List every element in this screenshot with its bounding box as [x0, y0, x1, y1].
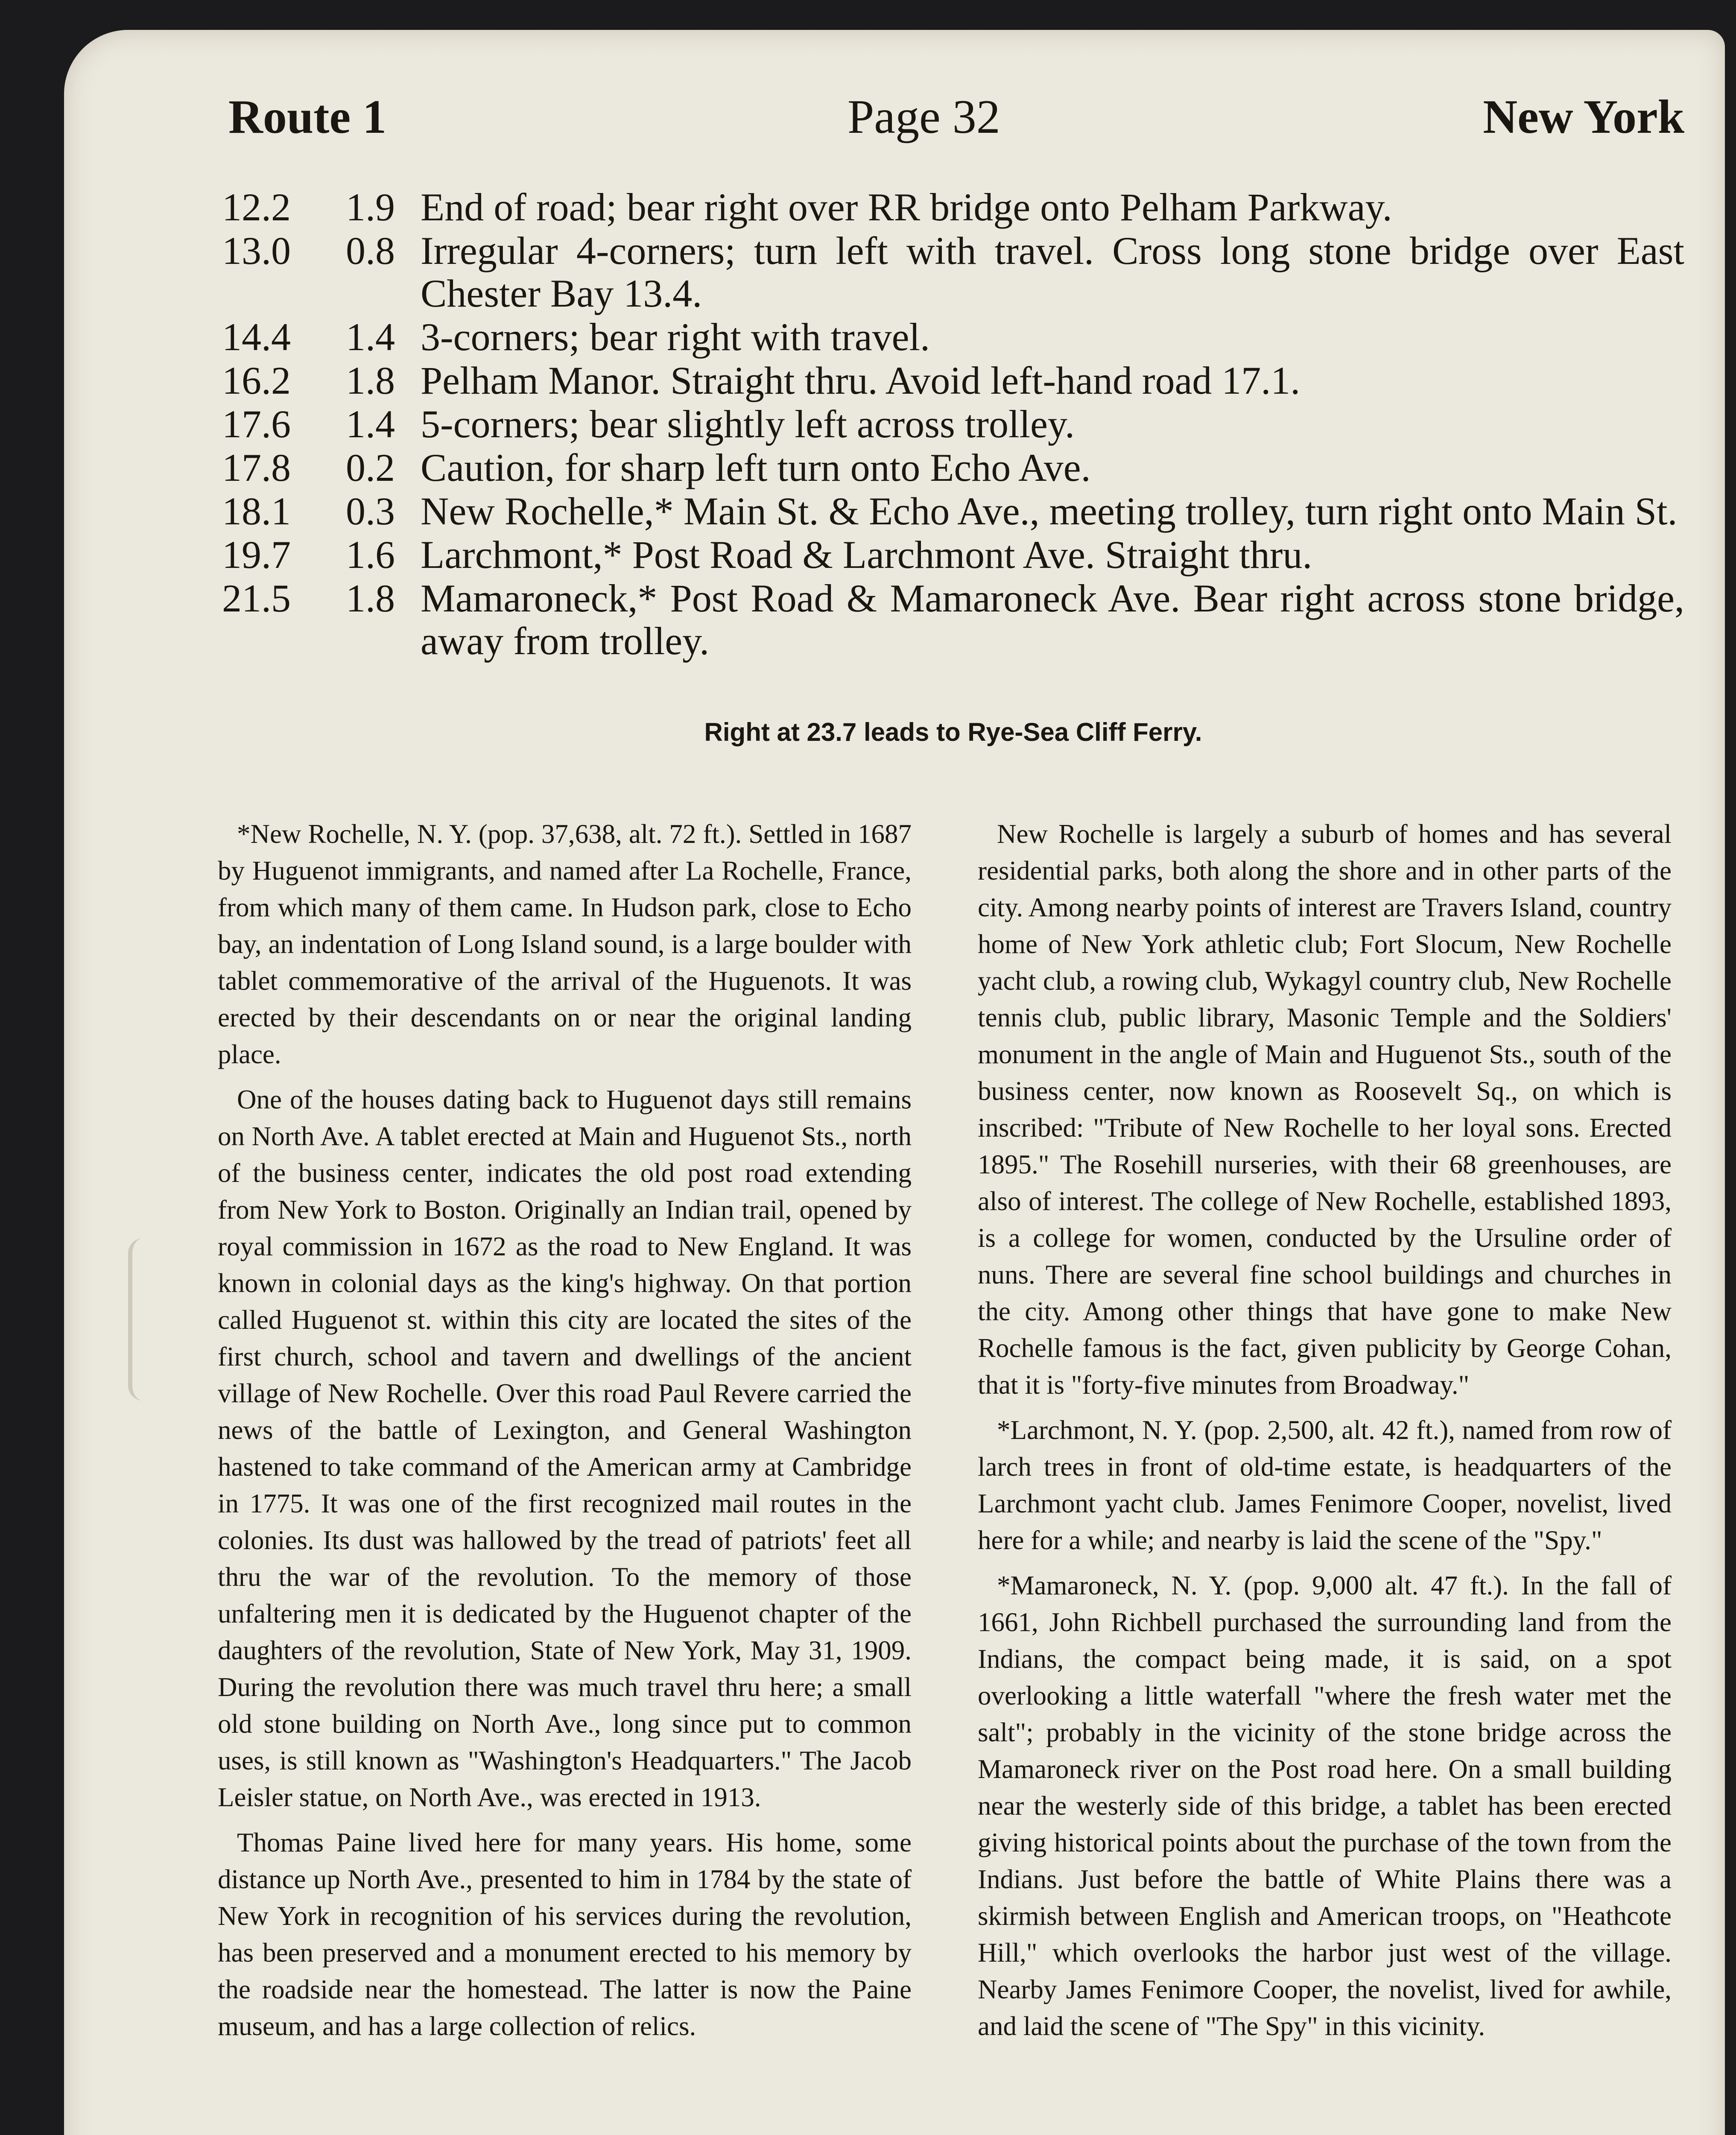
paragraph-thomas-paine: Thomas Paine lived here for many years. His home, some distance up North Ave., presented to him in 1784 by the state of New York in recognition of his services during the revolution, has been preserved and a monument erected to his memory by the roadside near the homestead. The latter is now the Paine museum, and has a large collection of relics. [218, 1828, 912, 2041]
paragraph-larchmont: *Larchmont, N. Y. (pop. 2,500, alt. 42 ft.), named from row of larch trees in front of old-time estate, is headquarters of the Larchmont yacht club. James Fenimore Cooper, novelist, lived here for a while; and nearby is laid the scene of the "Spy." [978, 1415, 1672, 1555]
paragraph-mamaroneck: *Mamaroneck, N. Y. (pop. 9,000 alt. 47 ft.). In the fall of 1661, John Richbell purchased the surrounding land from the Indians, the compact being made, it is said, on a spot overlooking a little waterfall "where the fresh water met the salt"; probably in the vicinity of the stone bridge across the Mamaroneck river on the Post road here. On a small building near the westerly side of this bridge, a tablet has been erected giving historical points about the purchase of the town from the Indians. Just before the battle of White Plains there was a skirmish between English and American troops, on "Heathcote Hill," which overlooks the harbor just west of the village. Nearby James Fenimore Cooper, the novelist, lived for awhile, and laid the scene of "The Spy" in this vicinity. [978, 1571, 1672, 2041]
right-column [978, 816, 1672, 2053]
route-row: 14.4 1.4 3-corners; bear right with travel. [222, 316, 1684, 358]
route-row: 19.7 1.6 Larchmont,* Post Road & Larchmont Ave. Straight thru. [222, 533, 1684, 576]
route-desc: Irregular 4-corners; turn left with travel. Cross long stone bridge over East Chester Bay 13.4. [421, 229, 1684, 315]
book-page [64, 30, 1725, 2135]
route-desc: Larchmont,* Post Road & Larchmont Ave. Straight thru. [421, 533, 1312, 576]
route-label: Route 1 [228, 91, 387, 143]
route-row: 21.5 1.8 Mamaroneck,* Post Road & Mamaroneck Ave. Bear right across stone bridge, away from trolley. [222, 576, 1684, 663]
route-desc: Caution, for sharp left turn onto Echo Ave. [421, 446, 1091, 489]
route-row: 17.6 1.4 5-corners; bear slightly left across trolley. [222, 403, 1684, 445]
paragraph-new-rochelle: *New Rochelle, N. Y. (pop. 37,638, alt. 72 ft.). Settled in 1687 by Huguenot immigrants, and named after La Rochelle, France, from which many of them came. In Hudson park, close to Echo bay, an indentation of Long Island sound, is a large boulder with tablet commemorative of the arrival of the Huguenots. It was erected by their descendants on or near the original landing place. [218, 819, 912, 1069]
page-number: Page 32 [848, 91, 1000, 143]
route-desc: Mamaroneck,* Post Road & Mamaroneck Ave. Bear right across stone bridge, away from trolley. [421, 576, 1684, 663]
route-desc: End of road; bear right over RR bridge onto Pelham Parkway. [421, 185, 1392, 229]
route-row: 12.2 1.9 End of road; bear right over RR bridge onto Pelham Parkway. [222, 186, 1684, 228]
route-desc: Pelham Manor. Straight thru. Avoid left-hand road 17.1. [421, 359, 1301, 402]
paragraph-huguenot-houses: One of the houses dating back to Huguenot days still remains on North Ave. A tablet erected at Main and Huguenot Sts., north of the business center, indicates the old post road extending from New York to Boston. Originally an Indian trail, opened by royal commission in 1672 as the road to New England. It was known in colonial days as the king's highway. On that portion called Huguenot st. within this city are located the sites of the first church, school and tavern and dwellings of the ancient village of New Rochelle. Over this road Paul Revere carried the news of the battle of Lexington, and General Washington hastened to take command of the American army at Cambridge in 1775. It was one of the first recognized mail routes in the colonies. Its dust was hallowed by the tread of patriots' feet all thru the war of the revolution. To the memory of those unfaltering men it is dedicated by the Huguenot chapter of the daughters of the revolution, State of New York, May 31, 1909. During the revolution there was much travel thru here; a small old stone building on North Ave., long since put to common uses, is still known as "Washington's Headquarters." The Jacob Leisler statue, on North Ave., was erected in 1913. [218, 1085, 912, 1812]
route-note: Right at 23.7 leads to Rye-Sea Cliff Ferry. [704, 718, 1202, 746]
state-label: New York [1483, 91, 1684, 143]
route-row: 17.8 0.2 Caution, for sharp left turn onto Echo Ave. [222, 446, 1684, 489]
route-desc: 5-corners; bear slightly left across trolley. [421, 402, 1075, 446]
route-desc: 3-corners; bear right with travel. [421, 315, 930, 359]
page-tear-mark [128, 1238, 158, 1401]
route-desc: New Rochelle,* Main St. & Echo Ave., meeting trolley, turn right onto Main St. [421, 489, 1678, 533]
left-column [218, 816, 912, 2053]
route-row: 16.2 1.8 Pelham Manor. Straight thru. Avoid left-hand road 17.1. [222, 359, 1684, 402]
route-directions [222, 186, 1684, 663]
route-row: 13.0 0.8 Irregular 4-corners; turn left with travel. Cross long stone bridge over East Chester Bay 13.4. [222, 229, 1684, 315]
paragraph-new-rochelle-suburb: New Rochelle is largely a suburb of homes and has several residential parks, both along the shore and in other parts of the city. Among nearby points of interest are Travers Island, country home of New York athletic club; Fort Slocum, New Rochelle yacht club, a rowing club, Wykagyl country club, New Rochelle tennis club, public library, Masonic Temple and the Soldiers' monument in the angle of Main and Huguenot Sts., south of the business center, now known as Roosevelt Sq., on which is inscribed: "Tribute of New Rochelle to her loyal sons. Erected 1895." The Rosehill nurseries, with their 68 greenhouses, are also of interest. The college of New Rochelle, established 1893, is a college for women, conducted by the Ursuline order of nuns. There are several fine school buildings and churches in the city. Among other things that have gone to make New Rochelle famous is the fact, given publicity by George Cohan, that it is "forty-five minutes from Broadway." [978, 819, 1672, 1400]
page-header [228, 90, 1684, 162]
route-row: 18.1 0.3 New Rochelle,* Main St. & Echo Ave., meeting trolley, turn right onto Main St. [222, 490, 1684, 532]
